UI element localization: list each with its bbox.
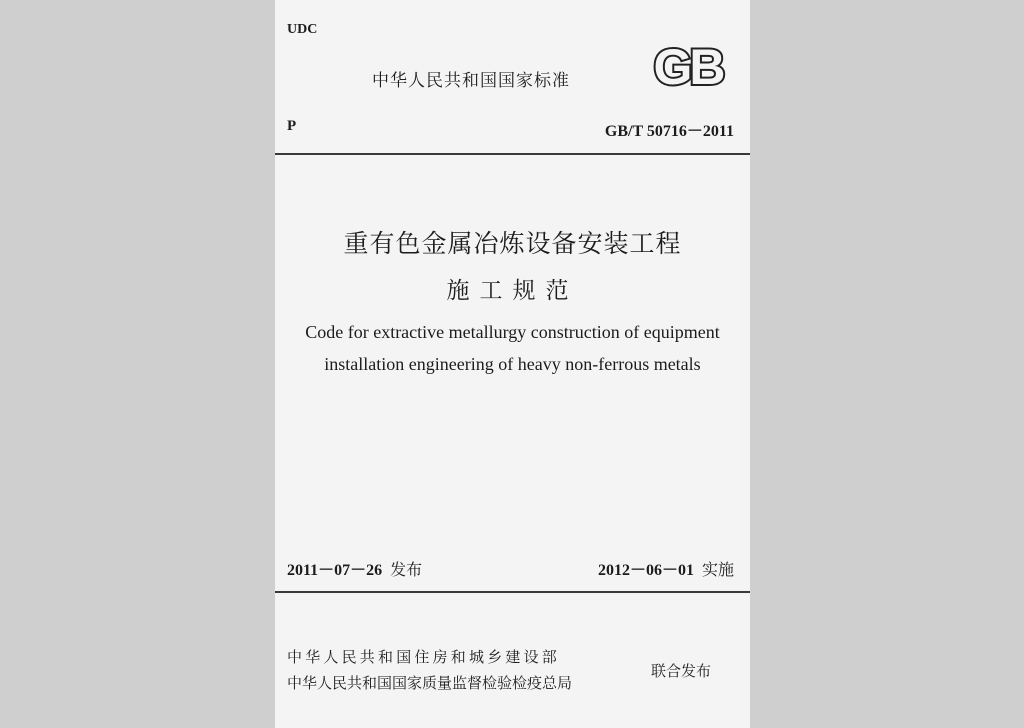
title-english-line2: installation engineering of heavy non-ferrous metals <box>324 354 701 374</box>
title-chinese-line2: 施工规范 <box>446 278 579 304</box>
title-english-line1: Code for extractive metallurgy construction of equipment <box>305 322 720 342</box>
issue-date: 2011－07－26 <box>287 562 383 579</box>
publisher-1: 中华人民共和国住房和城乡建设部 <box>287 648 561 666</box>
standard-cover-page <box>275 0 750 728</box>
implementation-date: 2012－06－01 <box>597 562 694 579</box>
gb-logo-text: GB <box>653 42 723 90</box>
issue-date-block <box>287 557 422 580</box>
implementation-label: 实施 <box>701 560 734 579</box>
joint-issue-label: 联合发布 <box>651 662 712 680</box>
top-divider <box>275 153 750 155</box>
title-english <box>275 316 750 380</box>
issue-label: 发布 <box>390 560 423 579</box>
standard-number: GB/T 50716－2011 <box>604 123 734 140</box>
bottom-divider <box>275 591 750 593</box>
implementation-date-block <box>598 557 734 580</box>
title-chinese-line1: 重有色金属冶炼设备安装工程 <box>343 229 682 258</box>
udc-label: UDC <box>287 22 318 37</box>
classification-code: P <box>287 118 297 134</box>
publisher-2: 中华人民共和国国家质量监督检验检疫总局 <box>287 674 573 692</box>
gb-logo <box>641 42 735 90</box>
standard-type-title: 中华人民共和国国家标准 <box>372 71 570 91</box>
